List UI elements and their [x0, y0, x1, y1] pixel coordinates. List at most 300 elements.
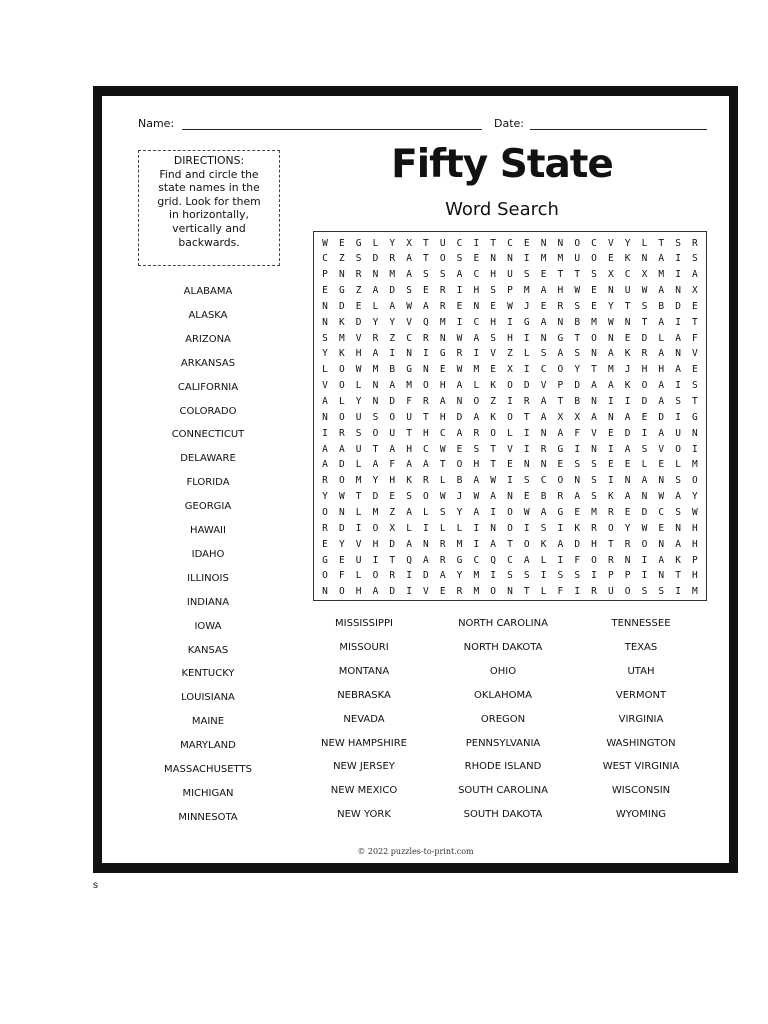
- grid-letter[interactable]: M: [591, 506, 597, 518]
- grid-letter[interactable]: C: [406, 332, 412, 344]
- grid-letter[interactable]: I: [692, 443, 698, 455]
- grid-letter[interactable]: K: [540, 538, 547, 550]
- grid-letter[interactable]: Y: [389, 316, 396, 328]
- grid-letter[interactable]: M: [473, 364, 480, 376]
- grid-letter[interactable]: U: [607, 586, 614, 598]
- grid-letter[interactable]: O: [372, 570, 379, 582]
- grid-letter[interactable]: S: [507, 570, 513, 582]
- grid-letter[interactable]: I: [456, 316, 463, 328]
- grid-letter[interactable]: D: [658, 411, 665, 423]
- grid-letter[interactable]: F: [338, 570, 345, 582]
- grid-letter[interactable]: S: [372, 411, 379, 423]
- grid-letter[interactable]: U: [675, 427, 681, 439]
- grid-letter[interactable]: N: [591, 443, 597, 455]
- grid-letter[interactable]: O: [557, 364, 564, 376]
- grid-letter[interactable]: D: [641, 332, 648, 344]
- grid-letter[interactable]: Q: [490, 554, 496, 566]
- grid-letter[interactable]: T: [523, 411, 530, 423]
- grid-letter[interactable]: O: [641, 380, 648, 392]
- grid-letter[interactable]: L: [540, 554, 547, 566]
- grid-letter[interactable]: I: [523, 443, 530, 455]
- grid-letter[interactable]: N: [591, 396, 597, 407]
- grid-letter[interactable]: W: [439, 443, 446, 455]
- grid-letter[interactable]: Y: [624, 237, 631, 249]
- grid-letter[interactable]: A: [523, 554, 530, 566]
- grid-letter[interactable]: S: [692, 253, 698, 265]
- grid-letter[interactable]: K: [338, 316, 345, 328]
- grid-letter[interactable]: K: [624, 380, 631, 392]
- grid-letter[interactable]: A: [574, 491, 581, 503]
- grid-letter[interactable]: T: [624, 300, 631, 312]
- grid-letter[interactable]: K: [490, 380, 496, 392]
- grid-letter[interactable]: I: [490, 570, 496, 582]
- grid-letter[interactable]: S: [473, 443, 480, 455]
- grid-letter[interactable]: L: [507, 427, 513, 439]
- grid-letter[interactable]: F: [389, 459, 396, 471]
- grid-letter[interactable]: A: [591, 411, 597, 423]
- grid-letter[interactable]: B: [389, 364, 396, 376]
- grid-letter[interactable]: I: [473, 237, 480, 249]
- grid-letter[interactable]: I: [490, 506, 496, 518]
- grid-letter[interactable]: R: [372, 332, 379, 344]
- grid-letter[interactable]: K: [406, 475, 412, 487]
- grid-letter[interactable]: H: [473, 285, 480, 297]
- grid-letter[interactable]: E: [338, 554, 345, 566]
- grid-letter[interactable]: O: [675, 443, 681, 455]
- grid-letter[interactable]: L: [355, 459, 362, 471]
- grid-letter[interactable]: A: [607, 348, 614, 360]
- grid-letter[interactable]: O: [490, 427, 496, 439]
- grid-letter[interactable]: N: [624, 554, 631, 566]
- grid-letter[interactable]: Y: [372, 475, 379, 487]
- grid-letter[interactable]: C: [473, 316, 480, 328]
- grid-letter[interactable]: W: [507, 300, 513, 312]
- grid-letter[interactable]: L: [641, 459, 648, 471]
- grid-letter[interactable]: N: [406, 348, 412, 360]
- grid-letter[interactable]: D: [389, 396, 396, 407]
- grid-letter[interactable]: A: [406, 459, 412, 471]
- grid-letter[interactable]: E: [490, 364, 496, 376]
- grid-letter[interactable]: H: [692, 570, 698, 582]
- grid-letter[interactable]: A: [675, 491, 681, 503]
- grid-letter[interactable]: R: [389, 253, 396, 265]
- grid-letter[interactable]: S: [523, 269, 530, 281]
- grid-letter[interactable]: C: [540, 475, 547, 487]
- grid-letter[interactable]: W: [641, 285, 648, 297]
- grid-letter[interactable]: E: [439, 364, 446, 376]
- grid-letter[interactable]: G: [322, 554, 328, 566]
- grid-letter[interactable]: D: [338, 300, 345, 312]
- grid-letter[interactable]: A: [658, 396, 665, 407]
- grid-letter[interactable]: O: [641, 538, 648, 550]
- grid-letter[interactable]: T: [372, 443, 379, 455]
- grid-letter[interactable]: I: [591, 570, 597, 582]
- grid-letter[interactable]: O: [322, 570, 328, 582]
- grid-letter[interactable]: W: [692, 506, 698, 518]
- grid-letter[interactable]: L: [456, 522, 463, 534]
- grid-letter[interactable]: A: [624, 443, 631, 455]
- grid-letter[interactable]: W: [473, 491, 480, 503]
- grid-letter[interactable]: I: [675, 316, 681, 328]
- grid-letter[interactable]: N: [641, 253, 648, 265]
- grid-letter[interactable]: S: [490, 285, 496, 297]
- grid-letter[interactable]: E: [641, 411, 648, 423]
- grid-letter[interactable]: A: [675, 364, 681, 376]
- grid-letter[interactable]: I: [607, 475, 614, 487]
- grid-letter[interactable]: U: [507, 269, 513, 281]
- grid-letter[interactable]: N: [540, 459, 547, 471]
- grid-letter[interactable]: T: [423, 253, 429, 265]
- grid-letter[interactable]: H: [372, 538, 379, 550]
- grid-letter[interactable]: L: [355, 570, 362, 582]
- grid-letter[interactable]: I: [406, 586, 412, 598]
- grid-letter[interactable]: I: [523, 364, 530, 376]
- grid-letter[interactable]: A: [692, 269, 698, 281]
- grid-letter[interactable]: E: [591, 285, 597, 297]
- grid-letter[interactable]: T: [507, 538, 513, 550]
- grid-letter[interactable]: A: [540, 316, 547, 328]
- grid-letter[interactable]: W: [658, 491, 665, 503]
- grid-letter[interactable]: T: [591, 364, 597, 376]
- grid-letter[interactable]: A: [406, 253, 412, 265]
- grid-letter[interactable]: P: [692, 554, 698, 566]
- grid-letter[interactable]: U: [624, 285, 631, 297]
- grid-letter[interactable]: N: [540, 237, 547, 249]
- grid-letter[interactable]: S: [641, 300, 648, 312]
- grid-letter[interactable]: T: [490, 443, 496, 455]
- grid-letter[interactable]: O: [692, 475, 698, 487]
- grid-letter[interactable]: W: [456, 364, 463, 376]
- grid-letter[interactable]: S: [574, 348, 581, 360]
- grid-letter[interactable]: F: [692, 332, 698, 344]
- grid-letter[interactable]: N: [322, 316, 328, 328]
- grid-letter[interactable]: R: [322, 522, 328, 534]
- grid-letter[interactable]: I: [557, 554, 564, 566]
- grid-letter[interactable]: S: [490, 332, 496, 344]
- grid-letter[interactable]: K: [490, 411, 496, 423]
- grid-letter[interactable]: S: [540, 348, 547, 360]
- grid-letter[interactable]: I: [473, 348, 480, 360]
- grid-letter[interactable]: B: [540, 491, 547, 503]
- grid-letter[interactable]: H: [490, 316, 496, 328]
- grid-letter[interactable]: M: [406, 380, 412, 392]
- grid-letter[interactable]: I: [322, 427, 328, 439]
- grid-letter[interactable]: S: [675, 396, 681, 407]
- grid-letter[interactable]: I: [540, 570, 547, 582]
- grid-letter[interactable]: A: [658, 285, 665, 297]
- grid-letter[interactable]: S: [439, 506, 446, 518]
- grid-letter[interactable]: A: [423, 554, 429, 566]
- grid-letter[interactable]: Y: [456, 506, 463, 518]
- grid-letter[interactable]: O: [607, 522, 614, 534]
- grid-letter[interactable]: O: [507, 522, 513, 534]
- grid-letter[interactable]: L: [641, 237, 648, 249]
- grid-letter[interactable]: R: [607, 554, 614, 566]
- grid-letter[interactable]: W: [607, 316, 614, 328]
- grid-letter[interactable]: U: [439, 237, 446, 249]
- grid-letter[interactable]: R: [523, 396, 530, 407]
- grid-letter[interactable]: O: [591, 332, 597, 344]
- grid-letter[interactable]: L: [439, 522, 446, 534]
- grid-letter[interactable]: V: [490, 348, 496, 360]
- grid-letter[interactable]: Y: [624, 522, 631, 534]
- grid-letter[interactable]: G: [692, 411, 698, 423]
- grid-letter[interactable]: W: [490, 475, 496, 487]
- grid-letter[interactable]: M: [523, 285, 530, 297]
- grid-letter[interactable]: C: [540, 364, 547, 376]
- grid-letter[interactable]: L: [406, 522, 412, 534]
- grid-letter[interactable]: Y: [389, 237, 396, 249]
- grid-letter[interactable]: A: [456, 269, 463, 281]
- grid-letter[interactable]: E: [692, 364, 698, 376]
- grid-letter[interactable]: K: [624, 253, 631, 265]
- grid-letter[interactable]: G: [557, 506, 564, 518]
- grid-letter[interactable]: Y: [355, 396, 362, 407]
- grid-letter[interactable]: K: [338, 348, 345, 360]
- grid-letter[interactable]: O: [507, 411, 513, 423]
- grid-letter[interactable]: W: [406, 300, 412, 312]
- grid-letter[interactable]: D: [574, 538, 581, 550]
- grid-letter[interactable]: D: [372, 491, 379, 503]
- grid-letter[interactable]: O: [423, 491, 429, 503]
- grid-letter[interactable]: X: [406, 237, 412, 249]
- grid-letter[interactable]: A: [540, 506, 547, 518]
- grid-letter[interactable]: T: [557, 396, 564, 407]
- grid-letter[interactable]: N: [322, 586, 328, 598]
- grid-letter[interactable]: E: [355, 300, 362, 312]
- grid-letter[interactable]: S: [591, 491, 597, 503]
- grid-letter[interactable]: C: [473, 269, 480, 281]
- grid-letter[interactable]: A: [658, 253, 665, 265]
- grid-letter[interactable]: M: [372, 506, 379, 518]
- grid-letter[interactable]: R: [439, 300, 446, 312]
- grid-letter[interactable]: L: [439, 475, 446, 487]
- grid-letter[interactable]: S: [591, 269, 597, 281]
- grid-letter[interactable]: W: [439, 491, 446, 503]
- grid-letter[interactable]: R: [591, 586, 597, 598]
- grid-letter[interactable]: J: [624, 364, 631, 376]
- grid-letter[interactable]: E: [423, 285, 429, 297]
- grid-letter[interactable]: O: [338, 411, 345, 423]
- grid-letter[interactable]: C: [439, 427, 446, 439]
- grid-letter[interactable]: I: [473, 538, 480, 550]
- grid-letter[interactable]: I: [675, 269, 681, 281]
- grid-letter[interactable]: S: [574, 570, 581, 582]
- grid-letter[interactable]: A: [439, 570, 446, 582]
- grid-letter[interactable]: N: [557, 237, 564, 249]
- grid-letter[interactable]: A: [658, 380, 665, 392]
- grid-letter[interactable]: E: [507, 459, 513, 471]
- grid-letter[interactable]: H: [658, 364, 665, 376]
- grid-letter[interactable]: I: [507, 475, 513, 487]
- grid-letter[interactable]: V: [591, 427, 597, 439]
- grid-letter[interactable]: A: [389, 300, 396, 312]
- grid-letter[interactable]: S: [658, 586, 665, 598]
- grid-letter[interactable]: J: [523, 300, 530, 312]
- grid-letter[interactable]: A: [372, 348, 379, 360]
- grid-letter[interactable]: G: [406, 364, 412, 376]
- grid-letter[interactable]: A: [624, 491, 631, 503]
- grid-letter[interactable]: T: [490, 459, 496, 471]
- grid-letter[interactable]: G: [355, 237, 362, 249]
- grid-letter[interactable]: H: [692, 538, 698, 550]
- grid-letter[interactable]: M: [658, 269, 665, 281]
- grid-letter[interactable]: N: [490, 253, 496, 265]
- grid-letter[interactable]: E: [607, 427, 614, 439]
- grid-letter[interactable]: N: [658, 538, 665, 550]
- grid-letter[interactable]: K: [675, 554, 681, 566]
- grid-letter[interactable]: I: [523, 253, 530, 265]
- grid-letter[interactable]: B: [574, 316, 581, 328]
- grid-letter[interactable]: M: [557, 253, 564, 265]
- grid-letter[interactable]: S: [641, 586, 648, 598]
- grid-letter[interactable]: X: [507, 364, 513, 376]
- grid-letter[interactable]: A: [658, 348, 665, 360]
- grid-letter[interactable]: V: [540, 380, 547, 392]
- grid-letter[interactable]: H: [641, 364, 648, 376]
- grid-letter[interactable]: T: [607, 538, 614, 550]
- grid-letter[interactable]: U: [355, 554, 362, 566]
- grid-letter[interactable]: T: [423, 237, 429, 249]
- grid-letter[interactable]: I: [523, 427, 530, 439]
- grid-letter[interactable]: X: [607, 269, 614, 281]
- grid-letter[interactable]: I: [641, 554, 648, 566]
- grid-letter[interactable]: E: [338, 237, 345, 249]
- grid-letter[interactable]: I: [406, 570, 412, 582]
- grid-letter[interactable]: S: [692, 380, 698, 392]
- grid-letter[interactable]: W: [574, 285, 581, 297]
- grid-letter[interactable]: T: [355, 491, 362, 503]
- grid-letter[interactable]: A: [641, 475, 648, 487]
- grid-letter[interactable]: A: [473, 411, 480, 423]
- grid-letter[interactable]: C: [624, 269, 631, 281]
- grid-letter[interactable]: U: [355, 443, 362, 455]
- grid-letter[interactable]: O: [389, 411, 396, 423]
- grid-letter[interactable]: B: [574, 396, 581, 407]
- grid-letter[interactable]: V: [507, 443, 513, 455]
- grid-letter[interactable]: L: [658, 332, 665, 344]
- grid-letter[interactable]: E: [439, 586, 446, 598]
- grid-letter[interactable]: I: [641, 427, 648, 439]
- grid-letter[interactable]: T: [523, 586, 530, 598]
- grid-letter[interactable]: L: [338, 396, 345, 407]
- grid-letter[interactable]: N: [607, 411, 614, 423]
- grid-letter[interactable]: O: [372, 427, 379, 439]
- grid-letter[interactable]: S: [591, 475, 597, 487]
- grid-letter[interactable]: T: [389, 554, 396, 566]
- grid-letter[interactable]: N: [624, 316, 631, 328]
- grid-letter[interactable]: A: [591, 380, 597, 392]
- grid-letter[interactable]: N: [439, 332, 446, 344]
- grid-letter[interactable]: I: [574, 443, 581, 455]
- grid-letter[interactable]: V: [607, 237, 614, 249]
- grid-letter[interactable]: E: [322, 538, 328, 550]
- grid-letter[interactable]: U: [355, 411, 362, 423]
- grid-letter[interactable]: N: [473, 300, 480, 312]
- grid-letter[interactable]: S: [540, 522, 547, 534]
- grid-letter[interactable]: D: [389, 538, 396, 550]
- grid-letter[interactable]: O: [423, 380, 429, 392]
- grid-letter[interactable]: E: [473, 253, 480, 265]
- grid-letter[interactable]: D: [523, 380, 530, 392]
- grid-letter[interactable]: N: [641, 491, 648, 503]
- grid-letter[interactable]: J: [456, 491, 463, 503]
- grid-letter[interactable]: N: [456, 396, 463, 407]
- grid-letter[interactable]: L: [675, 459, 681, 471]
- grid-letter[interactable]: N: [675, 348, 681, 360]
- grid-letter[interactable]: R: [338, 427, 345, 439]
- grid-letter[interactable]: R: [439, 285, 446, 297]
- grid-letter[interactable]: D: [338, 522, 345, 534]
- grid-letter[interactable]: R: [557, 300, 564, 312]
- grid-letter[interactable]: O: [338, 380, 345, 392]
- grid-letter[interactable]: R: [322, 475, 328, 487]
- grid-letter[interactable]: R: [607, 506, 614, 518]
- grid-letter[interactable]: E: [456, 443, 463, 455]
- grid-letter[interactable]: G: [456, 554, 463, 566]
- grid-letter[interactable]: I: [473, 522, 480, 534]
- grid-letter[interactable]: C: [473, 554, 480, 566]
- grid-letter[interactable]: D: [641, 506, 648, 518]
- grid-letter[interactable]: N: [490, 522, 496, 534]
- grid-letter[interactable]: E: [692, 300, 698, 312]
- grid-letter[interactable]: R: [423, 396, 429, 407]
- grid-letter[interactable]: V: [355, 332, 362, 344]
- grid-letter[interactable]: N: [423, 364, 429, 376]
- grid-letter[interactable]: T: [423, 411, 429, 423]
- grid-letter[interactable]: O: [624, 586, 631, 598]
- grid-letter[interactable]: O: [322, 506, 328, 518]
- grid-letter[interactable]: R: [439, 538, 446, 550]
- grid-letter[interactable]: A: [658, 554, 665, 566]
- grid-letter[interactable]: X: [692, 285, 698, 297]
- grid-letter[interactable]: A: [473, 506, 480, 518]
- grid-letter[interactable]: M: [372, 364, 379, 376]
- grid-letter[interactable]: M: [389, 269, 396, 281]
- grid-letter[interactable]: B: [456, 475, 463, 487]
- grid-letter[interactable]: G: [523, 316, 530, 328]
- grid-letter[interactable]: R: [456, 348, 463, 360]
- grid-letter[interactable]: O: [591, 554, 597, 566]
- grid-letter[interactable]: A: [675, 538, 681, 550]
- grid-letter[interactable]: T: [557, 269, 564, 281]
- grid-letter[interactable]: O: [372, 522, 379, 534]
- grid-letter[interactable]: E: [456, 300, 463, 312]
- grid-letter[interactable]: A: [624, 411, 631, 423]
- grid-letter[interactable]: I: [675, 411, 681, 423]
- grid-letter[interactable]: S: [675, 475, 681, 487]
- grid-letter[interactable]: S: [675, 237, 681, 249]
- grid-letter[interactable]: O: [338, 364, 345, 376]
- grid-letter[interactable]: A: [490, 491, 496, 503]
- grid-letter[interactable]: O: [473, 396, 480, 407]
- grid-letter[interactable]: M: [456, 538, 463, 550]
- grid-letter[interactable]: A: [372, 586, 379, 598]
- grid-letter[interactable]: E: [490, 300, 496, 312]
- grid-letter[interactable]: X: [389, 522, 396, 534]
- grid-letter[interactable]: N: [507, 586, 513, 598]
- grid-letter[interactable]: R: [389, 570, 396, 582]
- grid-letter[interactable]: N: [322, 300, 328, 312]
- grid-letter[interactable]: Q: [406, 554, 412, 566]
- grid-letter[interactable]: U: [574, 253, 581, 265]
- grid-letter[interactable]: R: [641, 348, 648, 360]
- grid-letter[interactable]: O: [557, 475, 564, 487]
- grid-letter[interactable]: T: [574, 269, 581, 281]
- grid-letter[interactable]: G: [439, 348, 446, 360]
- grid-letter[interactable]: A: [473, 332, 480, 344]
- grid-letter[interactable]: Q: [423, 316, 429, 328]
